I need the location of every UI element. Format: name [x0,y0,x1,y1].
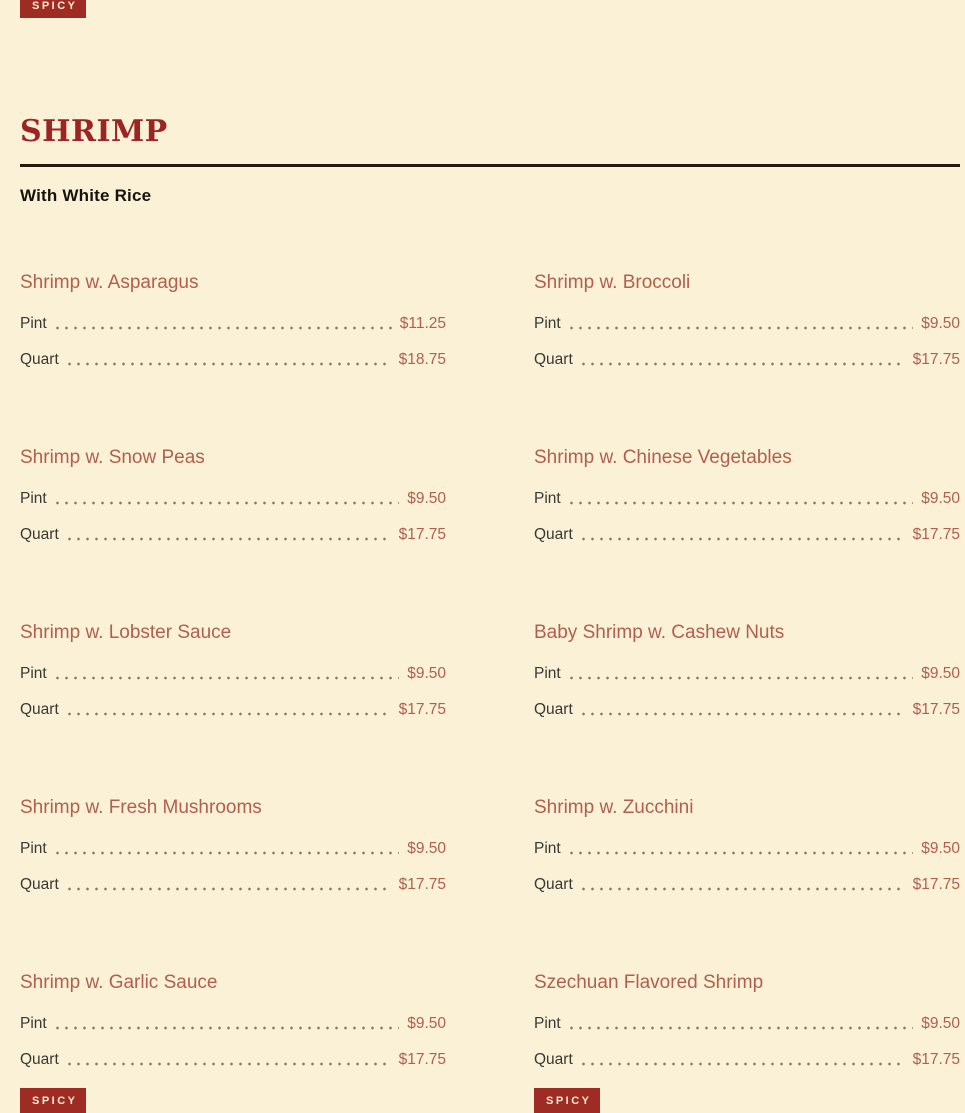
menu-item-shrimp-snow-peas [20,448,446,543]
quart-price-row [534,702,960,718]
quart-label: Quart [20,526,59,543]
dot-leader [582,712,905,716]
spicy-badge: SPICY [20,0,86,18]
pint-price-row [20,316,446,332]
pint-price-row [20,841,446,857]
pint-price: $11.25 [399,315,446,332]
quart-label: Quart [20,351,59,368]
pint-label: Pint [534,490,561,507]
pint-price: $9.50 [921,665,960,682]
dot-leader [56,501,399,505]
quart-label: Quart [20,876,59,893]
quart-price-row [20,352,446,368]
quart-price-row [534,1052,960,1068]
quart-price: $17.75 [398,701,446,718]
dot-leader [582,1062,905,1066]
menu-item-shrimp-asparagus [20,273,446,368]
section-subtitle: With White Rice [20,186,152,205]
quart-label: Quart [20,1051,59,1068]
item-name: Szechuan Flavored Shrimp [534,972,764,993]
pint-price: $9.50 [921,490,960,507]
item-name: Baby Shrimp w. Cashew Nuts [534,622,785,643]
quart-price-row [20,877,446,893]
menu-item-shrimp-lobster-sauce [20,623,446,718]
item-name: Shrimp w. Fresh Mushrooms [20,797,262,818]
dot-leader [56,676,399,680]
dot-leader [56,1026,399,1030]
quart-price: $17.75 [912,351,960,368]
quart-price-row [534,877,960,893]
dot-leader [570,326,913,330]
quart-label: Quart [534,1051,573,1068]
dot-leader [570,501,913,505]
dot-leader [68,537,391,541]
quart-price: $17.75 [912,701,960,718]
menu-item-baby-shrimp-cashew-nuts [534,623,960,718]
quart-price: $17.75 [398,526,446,543]
quart-price: $17.75 [912,526,960,543]
quart-price: $17.75 [398,876,446,893]
pint-label: Pint [20,490,47,507]
pint-label: Pint [534,315,561,332]
pint-price-row [534,841,960,857]
menu-item-shrimp-chinese-vegetables [534,448,960,543]
pint-label: Pint [20,1015,47,1032]
menu-item-shrimp-fresh-mushrooms [20,798,446,893]
pint-price: $9.50 [921,315,960,332]
section-divider [20,164,960,167]
dot-leader [582,362,905,366]
quart-label: Quart [534,876,573,893]
item-name: Shrimp w. Asparagus [20,272,199,293]
pint-price-row [20,491,446,507]
menu-items-grid [20,273,960,1113]
item-name: Shrimp w. Garlic Sauce [20,972,218,993]
pint-label: Pint [20,315,47,332]
pint-price: $9.50 [921,1015,960,1032]
pint-price: $9.50 [407,840,446,857]
item-name: Shrimp w. Broccoli [534,272,691,293]
quart-label: Quart [534,351,573,368]
pint-label: Pint [534,1015,561,1032]
pint-price-row [20,666,446,682]
menu-item-szechuan-flavored-shrimp [534,973,960,1113]
pint-price-row [534,1016,960,1032]
quart-price-row [534,352,960,368]
dot-leader [56,851,399,855]
pint-price-row [534,316,960,332]
item-name: Shrimp w. Zucchini [534,797,694,818]
pint-label: Pint [20,665,47,682]
dot-leader [68,712,391,716]
menu-item-shrimp-broccoli [534,273,960,368]
quart-price-row [20,702,446,718]
item-name: Shrimp w. Lobster Sauce [20,622,232,643]
quart-label: Quart [534,701,573,718]
quart-label: Quart [20,701,59,718]
pint-label: Pint [534,665,561,682]
menu-item-shrimp-garlic-sauce [20,973,446,1113]
pint-price-row [534,491,960,507]
pint-price: $9.50 [407,490,446,507]
dot-leader [582,887,905,891]
menu-item-shrimp-zucchini [534,798,960,893]
pint-label: Pint [534,840,561,857]
quart-label: Quart [534,526,573,543]
pint-price-row [20,1016,446,1032]
quart-price: $17.75 [912,876,960,893]
quart-price-row [534,527,960,543]
pint-price-row [534,666,960,682]
quart-price-row [20,527,446,543]
section-title: SHRIMP [20,114,168,149]
dot-leader [68,1062,391,1066]
dot-leader [570,676,913,680]
dot-leader [56,326,392,330]
dot-leader [582,537,905,541]
quart-price: $17.75 [398,1051,446,1068]
spicy-badge: SPICY [534,1088,600,1113]
pint-price: $9.50 [407,665,446,682]
quart-price: $17.75 [912,1051,960,1068]
dot-leader [570,1026,913,1030]
item-name: Shrimp w. Chinese Vegetables [534,447,792,468]
pint-label: Pint [20,840,47,857]
dot-leader [68,362,391,366]
pint-price: $9.50 [407,1015,446,1032]
quart-price-row [20,1052,446,1068]
pint-price: $9.50 [921,840,960,857]
item-name: Shrimp w. Snow Peas [20,447,205,468]
dot-leader [570,851,913,855]
quart-price: $18.75 [398,351,446,368]
spicy-badge: SPICY [20,1088,86,1113]
dot-leader [68,887,391,891]
